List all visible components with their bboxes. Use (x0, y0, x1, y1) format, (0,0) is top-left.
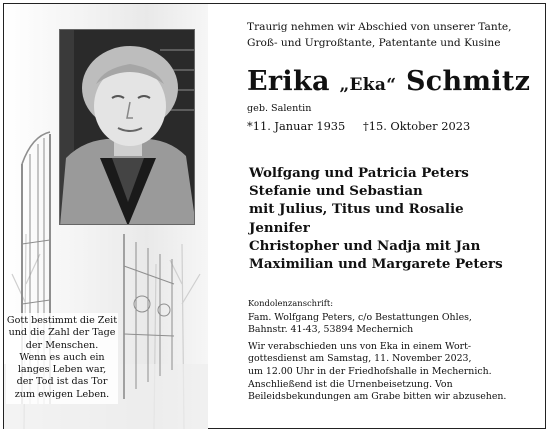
death-date: †15. Oktober 2023 (363, 119, 471, 133)
poem-box (6, 313, 118, 404)
poem-line: Wenn es auch ein (19, 351, 105, 363)
intro-line-2: Groß- und Urgroßtante, Patentante und Kusine (247, 37, 501, 49)
birth-date: *11. Januar 1935 (247, 119, 346, 133)
life-dates (247, 119, 471, 133)
last-name: Schmitz (405, 66, 531, 97)
mourner-line: Jennifer (249, 219, 310, 236)
service-line: Wir verabschieden uns von Eka in einem Wort- (248, 340, 472, 352)
intro-line-1: Traurig nehmen wir Abschied von unserer Tante, (247, 21, 512, 33)
deceased-name (247, 65, 530, 102)
address-line: Bahnstr. 41-43, 53894 Mechernich (248, 324, 414, 336)
mourner-line: Christopher und Nadja mit Jan (249, 237, 481, 254)
poem-line: zum ewigen Leben. (14, 388, 110, 400)
poem-line: und die Zahl der Tage (8, 327, 116, 339)
poem-line: langes Leben war, (17, 364, 107, 376)
mourner-line: Maximilian und Margarete Peters (249, 256, 503, 273)
address-line: Fam. Wolfgang Peters, c/o Bestattungen Ohles, (248, 311, 472, 323)
first-name: Erika (247, 66, 330, 97)
poem-line: der Tod ist das Tor (16, 376, 108, 388)
condolence-section (248, 297, 506, 404)
service-line: gottesdienst am Samstag, 11. November 2023, (248, 353, 472, 365)
mourner-line: Wolfgang und Patricia Peters (249, 165, 469, 181)
service-line: Anschließend ist die Urnenbeisetzung. Von (248, 378, 453, 390)
service-line: Beileidsbekundungen am Grabe bitten wir abzusehen. (248, 391, 507, 403)
birth-name: geb. Salentin (247, 103, 312, 114)
mourner-line: mit Julius, Titus und Rosalie (249, 201, 464, 218)
mourner-line: Stefanie und Sebastian (249, 183, 423, 200)
nickname: „Eka“ (339, 75, 397, 95)
poem-line: Gott bestimmt die Zeit (6, 315, 118, 326)
intro-text (247, 19, 537, 51)
condolence-label: Kondolenzanschrift: (248, 298, 334, 308)
poem-line: der Menschen. (25, 339, 99, 351)
portrait-photo (59, 29, 195, 225)
service-line: um 12.00 Uhr in der Friedhofshalle in Mechernich. (248, 365, 492, 377)
mourners-list (249, 164, 503, 273)
